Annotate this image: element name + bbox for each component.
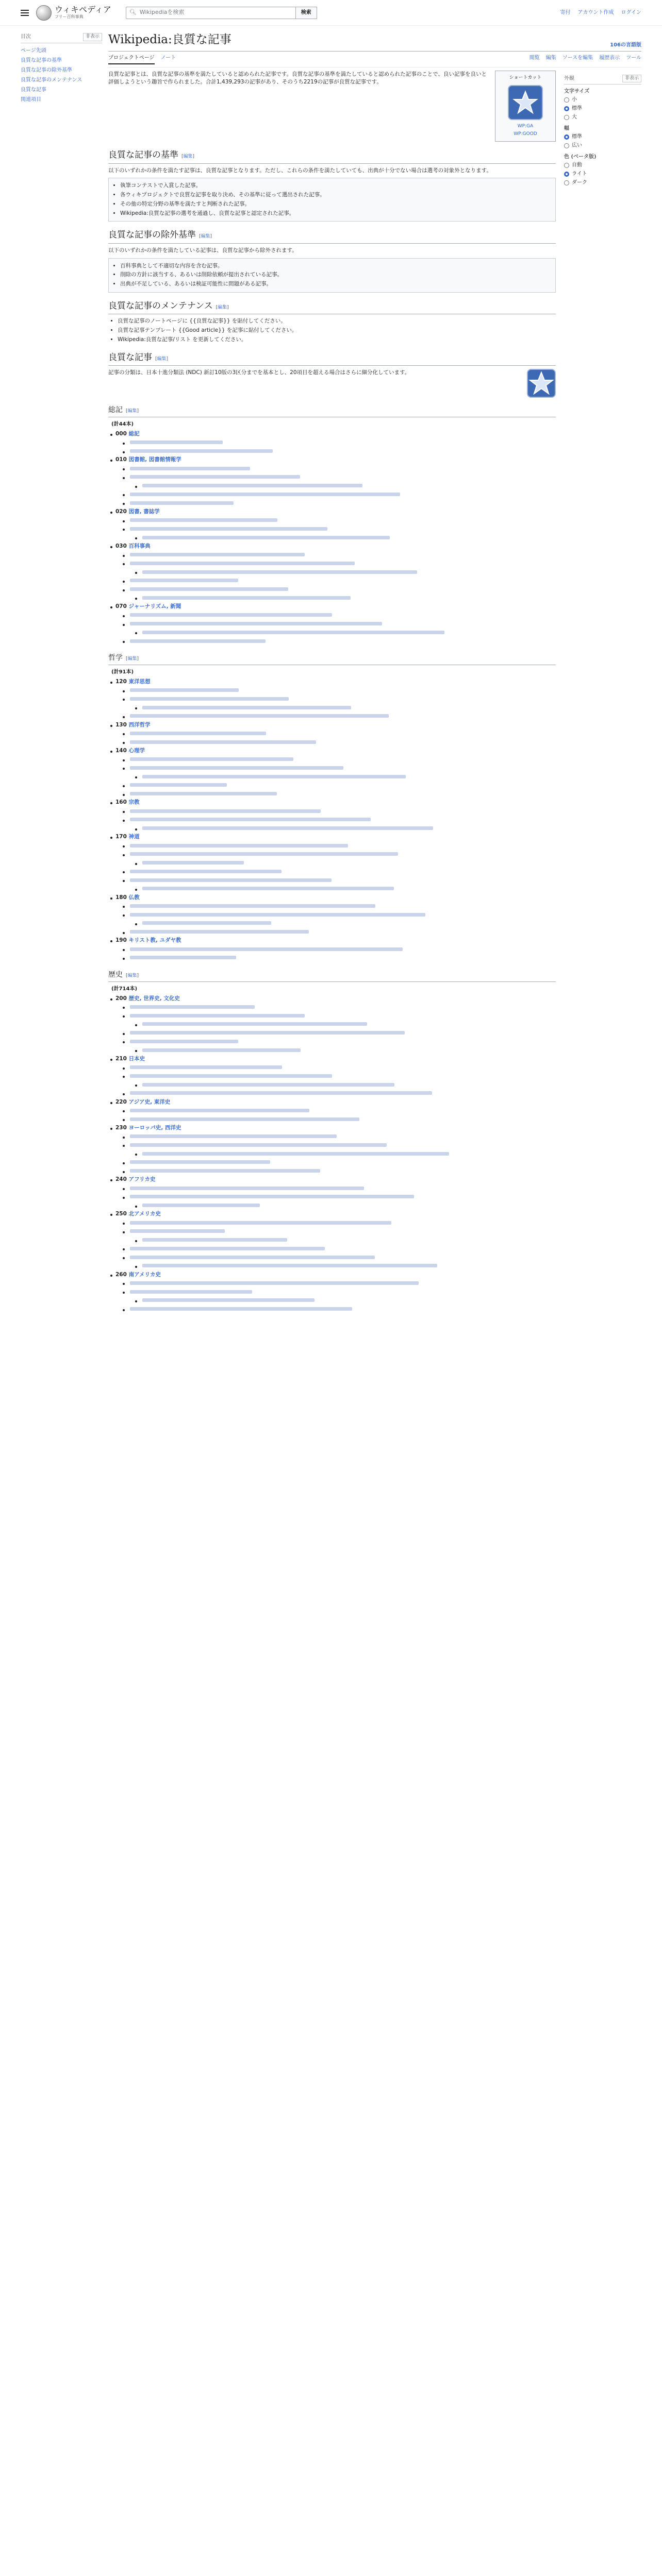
ndc-label[interactable]: ジャーナリズム, 新聞: [128, 603, 181, 609]
search-form: [126, 7, 317, 19]
ndc-label[interactable]: 図書館, 図書館情報学: [128, 456, 181, 463]
category-heading: 歴史 [編集]: [108, 970, 556, 982]
article-link-row[interactable]: [121, 1279, 556, 1287]
article-link-row[interactable]: [121, 612, 556, 620]
site-logo[interactable]: [36, 5, 111, 21]
article-link-row[interactable]: [121, 525, 556, 533]
article-link-row[interactable]: [121, 807, 556, 816]
shortcut-link-ga[interactable]: WP:GA: [517, 124, 534, 129]
ndc-code: 170: [115, 834, 129, 840]
tab-read[interactable]: 閲覧: [529, 55, 540, 61]
article-link-row[interactable]: [121, 1107, 556, 1115]
article-link-row[interactable]: [121, 764, 556, 772]
ndc-code: 190: [115, 937, 129, 944]
radio-icon: [564, 143, 569, 148]
ndc-label[interactable]: 神道: [128, 834, 140, 840]
article-link-row[interactable]: [121, 1159, 556, 1167]
maintenance-list: [108, 317, 556, 344]
ndc-code: 260: [115, 1271, 129, 1278]
article-link-row[interactable]: [121, 851, 556, 859]
tab-edit[interactable]: 編集: [545, 55, 556, 61]
page-tabs: [108, 52, 641, 67]
maintenance-item: • 良質な記事のノートページに {{良質な記事}} を貼付してください。: [118, 317, 556, 326]
toc-item-exclusion[interactable]: 良質な記事の除外基準: [21, 67, 72, 73]
category-entry: [108, 678, 556, 686]
appearance-hide-button[interactable]: 非表示: [622, 75, 641, 83]
ndc-code: 030: [115, 543, 129, 549]
category-entry: [108, 995, 556, 1003]
category-count: (計714本): [111, 986, 138, 992]
article-link-row[interactable]: [133, 825, 556, 833]
text-size-small[interactable]: 小: [564, 95, 641, 104]
color-auto[interactable]: 自動: [564, 161, 641, 170]
article-link-row[interactable]: [133, 1262, 556, 1270]
article-link-row[interactable]: [133, 568, 556, 577]
article-link-row[interactable]: [121, 1184, 556, 1193]
main-menu-icon[interactable]: [21, 10, 29, 16]
category-entry: [108, 603, 556, 611]
table-of-contents: [21, 26, 108, 1314]
shortcut-box: [495, 71, 556, 142]
category-entry: [108, 430, 556, 438]
appearance-heading: 外観: [564, 75, 574, 81]
ndc-code: 000: [115, 431, 129, 437]
article-link-row[interactable]: [133, 885, 556, 893]
toc-item-criteria[interactable]: 良質な記事の基準: [21, 57, 62, 63]
ndc-label[interactable]: ヨーロッパ史, 西洋史: [128, 1124, 181, 1131]
article-link-row[interactable]: [121, 1072, 556, 1080]
category-entry: [108, 799, 556, 807]
ndc-label[interactable]: 総記: [128, 431, 140, 437]
edit-list-link[interactable]: 編集: [157, 356, 167, 362]
ndc-label[interactable]: キリスト教, ユダヤ教: [128, 937, 181, 944]
edit-exclusion-link[interactable]: 編集: [201, 234, 210, 240]
text-size-large[interactable]: 大: [564, 113, 641, 122]
article-link-row[interactable]: [121, 1193, 556, 1201]
shortcut-link-good[interactable]: WP:GOOD: [514, 131, 537, 137]
radio-icon: [564, 97, 569, 103]
article-link-row[interactable]: [121, 620, 556, 629]
color-dark[interactable]: ダーク: [564, 178, 641, 187]
article-link-row[interactable]: [121, 1253, 556, 1262]
ndc-code: 250: [115, 1211, 129, 1217]
article-link-row[interactable]: [121, 1219, 556, 1227]
article-link-row[interactable]: [121, 756, 556, 764]
criteria-item: • Wikipedia:良質な記事の選考を通過し、良質な記事と認定された記事。: [120, 210, 551, 218]
maintenance-item: • 良質な記事テンプレート {{Good article}} を記事に貼付してください。: [118, 327, 556, 335]
ndc-label[interactable]: 仏教: [128, 894, 140, 901]
article-link-row[interactable]: [121, 687, 556, 695]
toc-heading: 目次: [21, 34, 31, 40]
article-link-row[interactable]: [133, 594, 556, 602]
intro-text: 良質な記事とは、良質な記事の基準を満たしていると認められた記事です。良質な記事の基準を満たしていると認められた記事のことで、良い記事を良いと評価しようという趣旨で作られました。合計1,439,293の記事があり、そのうち2219の記事が良質な記事です。: [108, 71, 487, 86]
article-link-row[interactable]: [121, 1090, 556, 1098]
article-link-row[interactable]: [121, 499, 556, 507]
category-entries: [108, 430, 556, 646]
category-entry: [108, 894, 556, 902]
ndc-label[interactable]: 南アメリカ史: [128, 1271, 161, 1278]
article-link-row[interactable]: [133, 920, 556, 928]
site-name: ウィキペディア: [55, 4, 111, 14]
donate-link[interactable]: 寄付: [560, 10, 571, 15]
section-heading-list: 良質な記事 [編集]: [108, 351, 556, 366]
list-intro-text: 記事の分類は、日本十進分類法 (NDC) 新訂10版の3区分までを基本とし、20項目を超える場合はさらに細分化しています。: [108, 369, 410, 376]
article-link-row[interactable]: [121, 782, 556, 790]
category-entries: [108, 995, 556, 1314]
good-article-star-icon: [508, 85, 543, 120]
category-entry: [108, 833, 556, 841]
radio-selected-icon: [564, 134, 569, 140]
category-entry: [108, 1210, 556, 1218]
criteria-text: 以下のいずれかの条件を満たす記事は、良質な記事となります。ただし、これらの条件を満たしていても、出典が十分でない場合は選考の対象外となります。: [108, 167, 492, 174]
article-link-row[interactable]: [133, 704, 556, 712]
tab-tools[interactable]: ツール: [626, 55, 641, 61]
create-account-link[interactable]: アカウント作成: [577, 10, 614, 15]
ndc-code: 140: [115, 747, 129, 754]
article-link-row[interactable]: [121, 842, 556, 850]
tab-history[interactable]: 履歴表示: [599, 55, 620, 61]
article-link-row[interactable]: [121, 1029, 556, 1038]
toc-hide-button[interactable]: 非表示: [83, 33, 102, 41]
ndc-code: 230: [115, 1124, 129, 1131]
article-body: [108, 71, 556, 1314]
category-entries: [108, 678, 556, 962]
article-link-row[interactable]: [133, 1297, 556, 1305]
exclusion-item: • 削除の方針に該当する、あるいは削除依頼が提出されている記事。: [120, 271, 551, 279]
ndc-code: 020: [115, 508, 129, 515]
maintenance-item: • Wikipedia:良質な記事/リスト を更新してください。: [118, 336, 556, 344]
article-link-row[interactable]: [133, 1236, 556, 1245]
article-link-row[interactable]: [133, 1150, 556, 1158]
search-button[interactable]: 検索: [296, 7, 317, 19]
article-link-row[interactable]: [133, 773, 556, 781]
appearance-panel: [564, 71, 641, 1314]
article-link-row[interactable]: [121, 1064, 556, 1072]
category-entry: [108, 1055, 556, 1063]
ndc-label[interactable]: 百科事典: [128, 543, 151, 549]
toc-item-related[interactable]: 関連項目: [21, 96, 41, 103]
article-link-row[interactable]: [133, 1202, 556, 1210]
color-label: 色 (ベータ版): [564, 154, 597, 160]
main-content: [108, 26, 641, 1314]
category-heading: 哲学 [編集]: [108, 653, 556, 665]
page-title: Wikipedia:良質な記事: [108, 33, 231, 46]
toc-item-maintenance[interactable]: 良質な記事のメンテナンス: [21, 77, 82, 83]
article-link-row[interactable]: [121, 1115, 556, 1124]
login-link[interactable]: ログイン: [621, 10, 641, 15]
radio-icon: [564, 115, 569, 120]
site-header: [0, 0, 662, 26]
article-link-row[interactable]: [121, 868, 556, 876]
article-link-row[interactable]: [121, 945, 556, 954]
category-entry: [108, 747, 556, 755]
search-input[interactable]: [126, 7, 296, 19]
article-link-row[interactable]: [133, 534, 556, 542]
article-link-row[interactable]: [133, 859, 556, 868]
article-link-row[interactable]: [121, 490, 556, 499]
text-size-standard[interactable]: 標準: [564, 104, 641, 113]
toc-item-top[interactable]: ページ先頭: [21, 47, 46, 54]
exclusion-item: • 百科事典として不適切な内容を含む記事。: [120, 262, 551, 270]
color-light[interactable]: ライト: [564, 170, 641, 178]
edit-maintenance-link[interactable]: 編集: [218, 304, 227, 310]
globe-icon: [36, 5, 52, 21]
criteria-list: [108, 178, 556, 222]
ndc-code: 120: [115, 678, 129, 685]
article-link-row[interactable]: [121, 1228, 556, 1236]
article-link-row[interactable]: [121, 816, 556, 824]
article-link-row[interactable]: [121, 517, 556, 525]
ndc-label[interactable]: 宗教: [128, 799, 140, 806]
category-entry: [108, 721, 556, 730]
category-entry: [108, 543, 556, 551]
ndc-label[interactable]: 図書, 書誌学: [128, 508, 160, 515]
category-count: (計91本): [111, 669, 134, 675]
ndc-code: 210: [115, 1055, 129, 1062]
edit-category-link[interactable]: 編集: [127, 656, 137, 662]
category-entry: [108, 937, 556, 945]
article-link-row[interactable]: [121, 695, 556, 703]
ndc-code: 010: [115, 456, 129, 463]
ndc-label[interactable]: 日本史: [128, 1055, 145, 1062]
article-link-row[interactable]: [121, 551, 556, 560]
edit-category-link[interactable]: 編集: [127, 973, 137, 978]
article-link-row[interactable]: [121, 738, 556, 747]
radio-icon: [564, 163, 569, 168]
ndc-code: 160: [115, 799, 129, 806]
article-link-row[interactable]: [121, 439, 556, 447]
article-link-row[interactable]: [121, 465, 556, 473]
article-link-row[interactable]: [121, 637, 556, 646]
article-link-row[interactable]: [121, 577, 556, 585]
exclusion-text: 以下のいずれかの条件を満たしている記事は、良質な記事から除外されます。: [108, 247, 297, 253]
width-wide[interactable]: 広い: [564, 141, 641, 150]
category-entry: [108, 1176, 556, 1184]
article-link-row[interactable]: [121, 1133, 556, 1141]
tab-edit-source[interactable]: ソースを編集: [562, 55, 593, 61]
article-link-row[interactable]: [133, 1021, 556, 1029]
radio-selected-icon: [564, 106, 569, 111]
article-link-row[interactable]: [121, 1306, 556, 1314]
width-standard[interactable]: 標準: [564, 132, 641, 141]
ndc-label[interactable]: アジア史, 東洋史: [128, 1098, 171, 1105]
ndc-code: 070: [115, 603, 129, 609]
article-link-row[interactable]: [133, 1081, 556, 1089]
article-link-row[interactable]: [121, 1012, 556, 1020]
category-list: [108, 405, 556, 1313]
section-heading-maintenance: 良質な記事のメンテナンス [編集]: [108, 300, 556, 315]
category-entry: [108, 1098, 556, 1107]
account-links: [560, 9, 641, 16]
ndc-code: 220: [115, 1098, 129, 1105]
criteria-item: • 執筆コンテストで入賞した記事。: [120, 182, 551, 190]
section-heading-criteria: 良質な記事の基準 [編集]: [108, 149, 556, 164]
article-link-row[interactable]: [121, 448, 556, 456]
ndc-code: 240: [115, 1176, 129, 1183]
search-icon: 🔍︎: [129, 9, 137, 16]
ndc-label[interactable]: 西洋哲学: [128, 721, 151, 728]
toc-item-list[interactable]: 良質な記事: [21, 87, 46, 93]
ndc-label[interactable]: 歴史, 世界史, 文化史: [128, 995, 180, 1002]
article-link-row[interactable]: [121, 1141, 556, 1149]
article-link-row[interactable]: [121, 1003, 556, 1011]
ndc-label[interactable]: 北アメリカ史: [128, 1211, 161, 1217]
article-link-row[interactable]: [133, 482, 556, 490]
good-article-star-icon: [527, 369, 556, 398]
radio-icon: [564, 180, 569, 185]
ndc-code: 200: [115, 995, 129, 1002]
exclusion-item: • 出典が不足している、あるいは検証可能性に問題がある記事。: [120, 280, 551, 289]
category-entry: [108, 456, 556, 464]
article-link-row[interactable]: [121, 1245, 556, 1253]
article-link-row[interactable]: [121, 902, 556, 910]
article-link-row[interactable]: [121, 730, 556, 738]
text-size-label: 文字サイズ: [564, 89, 590, 94]
article-link-row[interactable]: [121, 586, 556, 594]
ndc-code: 130: [115, 721, 129, 728]
article-link-row[interactable]: [121, 911, 556, 919]
category-count: (計44本): [111, 421, 134, 427]
article-link-row[interactable]: [121, 928, 556, 937]
article-link-row[interactable]: [121, 790, 556, 799]
edit-criteria-link[interactable]: 編集: [183, 154, 193, 159]
article-link-row[interactable]: [121, 954, 556, 962]
exclusion-list: [108, 258, 556, 293]
search-placeholder: Wikipediaを検索: [139, 9, 185, 16]
article-link-row[interactable]: [121, 1167, 556, 1176]
tab-project-page[interactable]: プロジェクトページ: [108, 54, 155, 64]
article-link-row[interactable]: [121, 1288, 556, 1296]
section-heading-exclusion: 良質な記事の除外基準 [編集]: [108, 229, 556, 244]
article-link-row[interactable]: [133, 1046, 556, 1055]
edit-category-link[interactable]: 編集: [127, 409, 137, 414]
ndc-code: 180: [115, 894, 129, 901]
width-label: 幅: [564, 126, 569, 131]
site-tagline: フリー百科事典: [55, 14, 84, 20]
ndc-label[interactable]: アフリカ史: [128, 1176, 156, 1183]
article-link-row[interactable]: [133, 629, 556, 637]
category-entry: [108, 1124, 556, 1132]
category-entry: [108, 1271, 556, 1279]
article-link-row[interactable]: [121, 473, 556, 482]
article-link-row[interactable]: [121, 1038, 556, 1046]
tab-talk[interactable]: ノート: [160, 55, 176, 61]
criteria-item: • その他の特定分野の基準を満たすと判断された記事。: [120, 200, 551, 209]
shortcut-label: ショートカット: [509, 75, 542, 80]
ndc-label[interactable]: 心理学: [128, 747, 145, 754]
category-entry: [108, 508, 556, 516]
language-button[interactable]: 106の言語版: [610, 42, 641, 48]
article-link-row[interactable]: [121, 713, 556, 721]
radio-selected-icon: [564, 172, 569, 177]
article-link-row[interactable]: [121, 876, 556, 885]
article-link-row[interactable]: [121, 560, 556, 568]
category-heading: 総記 [編集]: [108, 405, 556, 417]
ndc-label[interactable]: 東洋思想: [128, 678, 151, 685]
criteria-item: • 各ウィキプロジェクトで良質な記事を取り決め、その基準に従って選出された記事。: [120, 191, 551, 199]
